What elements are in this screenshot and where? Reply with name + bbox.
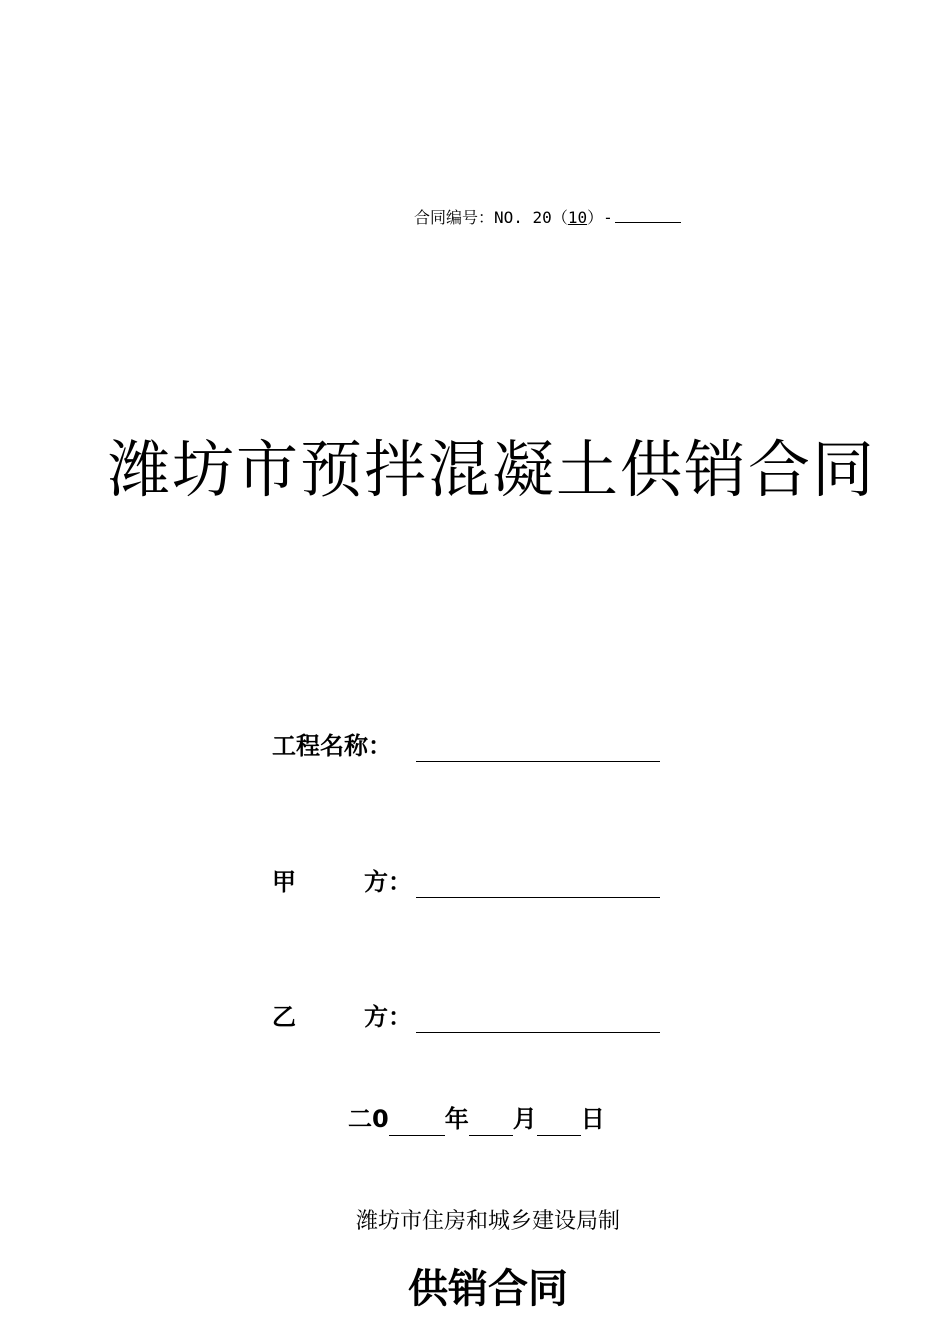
- project-name-label: 工程名称：: [272, 732, 392, 760]
- party-a-input-line[interactable]: [416, 871, 660, 898]
- date-day-label: 日: [580, 1105, 605, 1133]
- party-a-label: 甲 方：: [272, 868, 412, 896]
- project-name-input-line[interactable]: [416, 735, 660, 762]
- party-b-label: 乙 方：: [272, 1003, 412, 1031]
- party-b-input-line[interactable]: [416, 1006, 660, 1033]
- date-year-blank[interactable]: [389, 1109, 445, 1136]
- issuer: 潍坊市住房和城乡建设局制: [355, 1209, 620, 1234]
- document-title: 潍坊市预拌混凝土供销合同: [107, 433, 876, 506]
- date-line: [348, 1102, 605, 1136]
- project-name-field: [272, 730, 660, 762]
- contract-number-year-code: 10: [567, 208, 588, 227]
- section-title: 供销合同: [408, 1266, 568, 1312]
- date-month-label: 月: [512, 1105, 537, 1133]
- date-prefix: 二0: [348, 1105, 389, 1133]
- contract-number: [414, 206, 681, 230]
- contract-number-prefix: NO. 20（: [494, 208, 568, 227]
- date-year-label: 年: [444, 1105, 469, 1133]
- contract-number-blank[interactable]: [615, 206, 681, 223]
- contract-number-label: 合同编号：: [414, 208, 495, 227]
- contract-number-suffix: ）-: [587, 208, 613, 227]
- date-day-blank[interactable]: [537, 1109, 581, 1136]
- date-month-blank[interactable]: [469, 1109, 513, 1136]
- party-b-field: [272, 1001, 660, 1033]
- party-a-field: [272, 866, 660, 898]
